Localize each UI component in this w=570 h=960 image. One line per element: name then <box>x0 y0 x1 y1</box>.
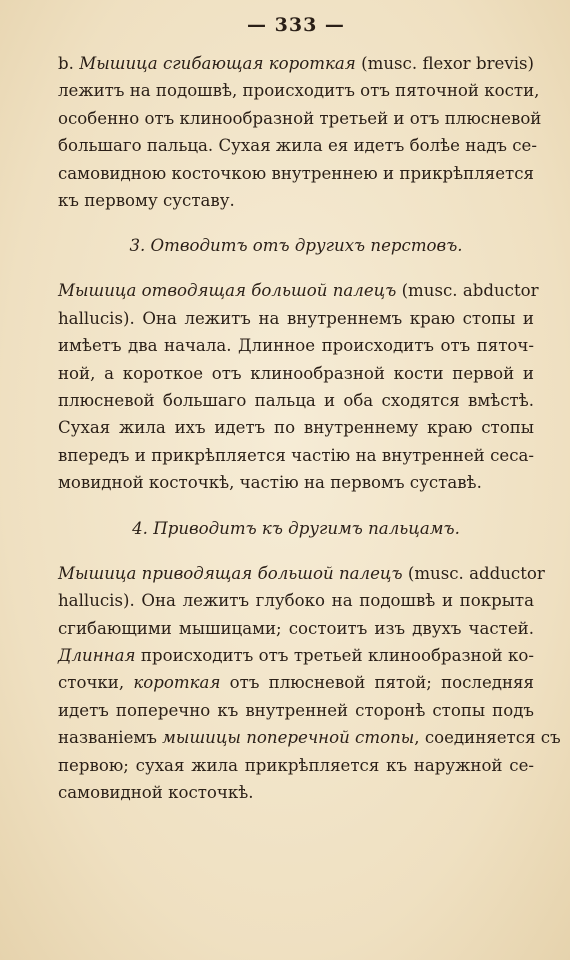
text-span: названіемъ <box>58 728 163 748</box>
section-heading-abduction: 3. Отводитъ отъ другихъ перстовъ. <box>129 236 463 256</box>
paragraph-adductor-hallucis <box>58 560 561 807</box>
paragraph-flexor-brevis <box>58 50 542 214</box>
text-span: отъ плюсневой пятой; последняя <box>220 673 534 693</box>
text-line: идетъ поперечно къ внутренней сторонѣ стопы подъ <box>58 700 534 720</box>
italic-term: Длинная <box>58 645 136 665</box>
text-line: hallucis). Она лежитъ глубоко на подошвѣ и покрыта <box>58 591 534 611</box>
item-marker: b. <box>58 54 80 73</box>
muscle-name: Мышица отводящая большой палецъ <box>58 281 397 301</box>
italic-term: короткая <box>133 673 221 693</box>
text-line: первою; сухая жила прикрѣпляется къ наружной се- <box>58 755 534 775</box>
text-span: , соединяется съ <box>414 728 561 748</box>
text-line: большаго пальца. Сухая жила ея идетъ болѣе надъ се- <box>58 136 537 156</box>
text-line: мовидной косточкѣ, частію на первомъ суставѣ. <box>58 473 482 493</box>
text-span: сточки, <box>58 673 134 693</box>
text-line: впередъ и прикрѣпляется частію на внутренней сеса- <box>58 445 534 465</box>
latin-name: (musc. abductor <box>396 281 539 301</box>
text-line: сгибающими мышицами; состоитъ изъ двухъ частей. <box>58 618 534 638</box>
text-line: лежитъ на подошвѣ, происходитъ отъ пяточной кости, <box>58 81 540 101</box>
text-line: Сухая жила ихъ идетъ по внутреннему краю стопы <box>58 418 534 438</box>
text-line <box>58 560 545 587</box>
text-line: самовидной косточкѣ. <box>58 782 254 802</box>
italic-term: мышицы поперечной стопы <box>162 728 415 748</box>
text-span: происходитъ отъ третьей клинообразной ко- <box>135 645 534 665</box>
section-heading-adduction: 4. Приводитъ къ другимъ пальцамъ. <box>132 518 460 538</box>
text-line: ной, а короткое отъ клинообразной кости первой и <box>58 363 534 383</box>
text-line: особенно отъ клинообразной третьей и отъ плюсневой <box>58 108 542 128</box>
latin-name: (musc. adductor <box>402 563 545 583</box>
text-line: къ первому суставу. <box>58 191 235 211</box>
text-line: самовидною косточкою внутреннею и прикрѣпляется <box>58 163 534 183</box>
text-line: плюсневой большаго пальца и оба сходятся вмѣстѣ. <box>58 391 534 411</box>
text-line <box>58 724 561 751</box>
text-line <box>58 669 534 696</box>
text-line: hallucis). Она лежитъ на внутреннемъ краю стопы и <box>58 308 534 328</box>
muscle-name: Мышица сгибающая короткая <box>79 54 356 73</box>
muscle-name: Мышица приводящая большой палецъ <box>58 563 403 583</box>
text-line <box>58 50 534 77</box>
paragraph-abductor-hallucis <box>58 277 539 496</box>
page-number: — 333 — <box>247 14 345 36</box>
latin-name: (musc. flexor brevis) <box>355 54 534 73</box>
text-line: имѣетъ два начала. Длинное происходитъ отъ пяточ- <box>58 336 534 356</box>
text-line <box>58 642 534 669</box>
text-line <box>58 277 539 304</box>
